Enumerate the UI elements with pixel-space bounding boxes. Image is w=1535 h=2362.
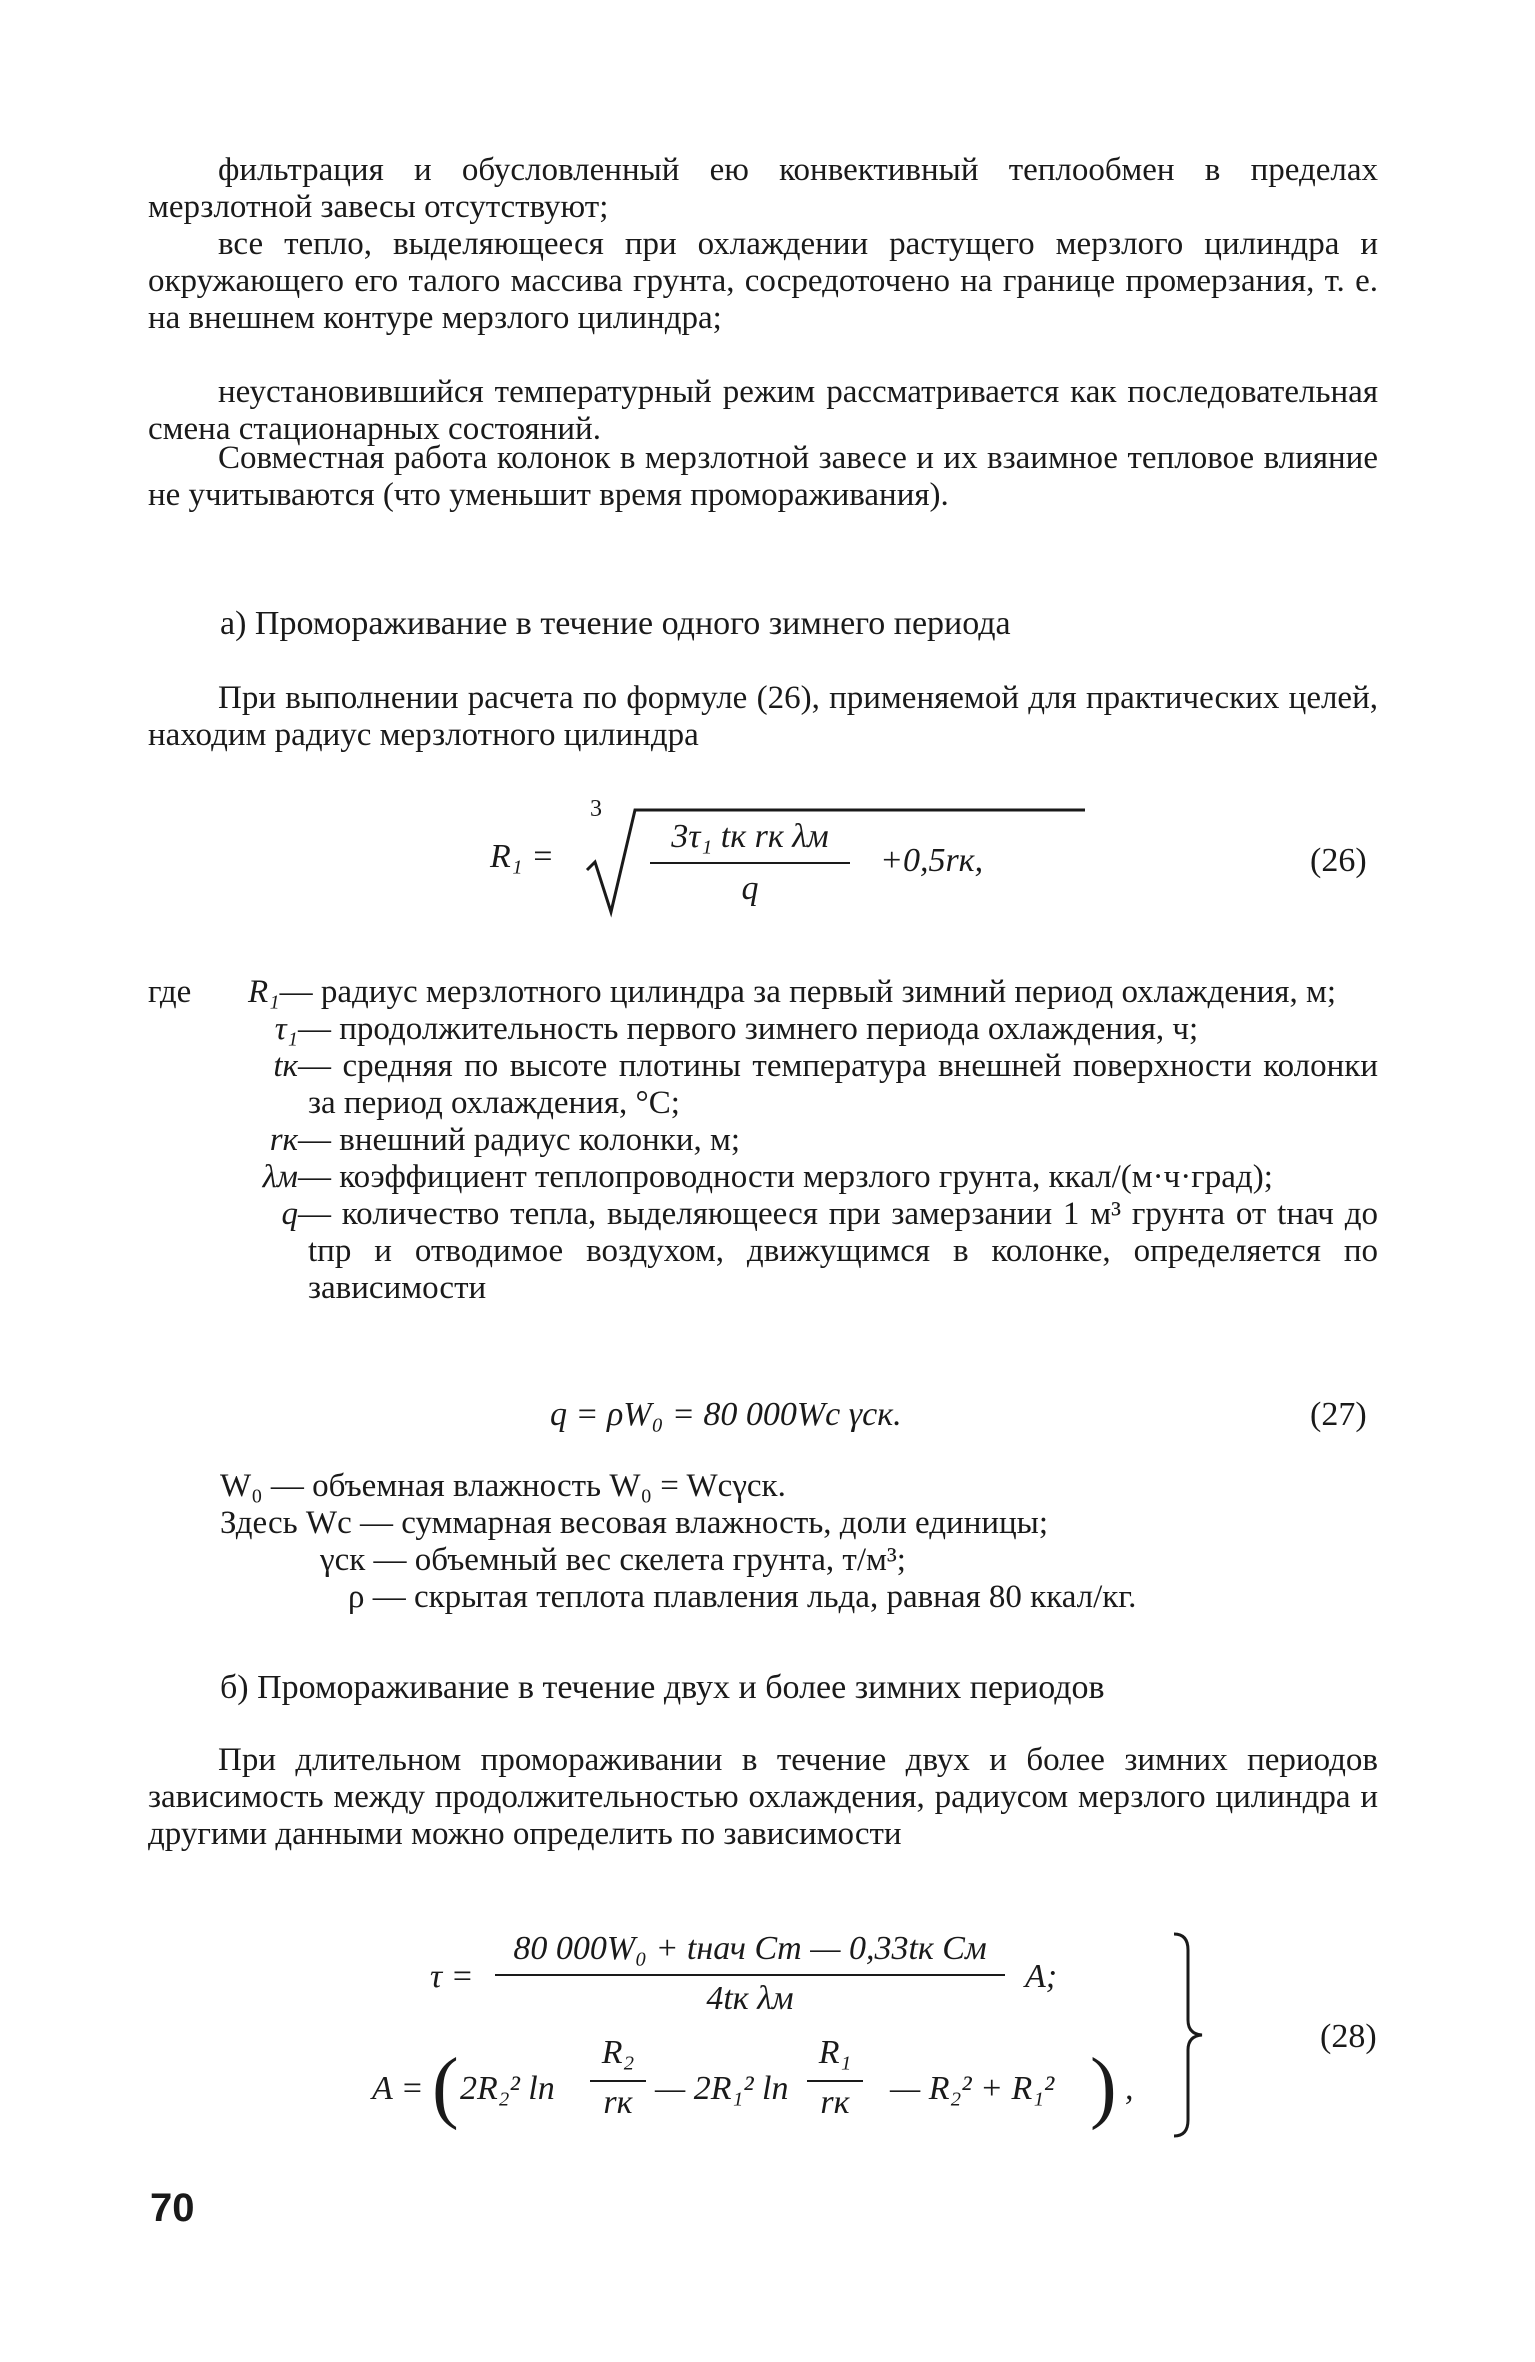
eq28-line2-end: , [1125,2070,1134,2107]
eq28-a-lhs: A = [372,2070,424,2107]
eq28-line1-fraction-bar [495,1974,1005,1976]
eq28-line1-numerator: 80 000W₀ + tнач Cт — 0,33tк Cм [513,1930,987,1967]
def-q [148,1196,1378,1307]
eq28-line1-denominator: 4tк λм [706,1980,794,2017]
root-index: 3 [590,796,602,822]
section-heading-b: б) Промораживание в течение двух и более зимних периодов [220,1669,1105,1706]
definitions-27 [148,1468,1378,1616]
def-symbol: λм [262,1159,298,1195]
def-rho: ρ — скрытая теплота плавления льда, равная 80 ккал/кг. [348,1579,1137,1615]
def-text: — количество тепла, выделяющееся при замерзании 1 м³ грунта от tнач до tпр и отводимое воздухом, движущимся в колонке, определяется по зависимости [298,1196,1378,1306]
equation-27 [550,1396,1390,1446]
paragraph-regime: неустановившийся температурный режим рассматривается как последовательная смена стационарных состояний. [148,374,1378,447]
eq28-frac1-bar [590,2080,646,2082]
def-text: — продолжительность первого зимнего периода охлаждения, ч; [298,1011,1199,1047]
def-symbol: tк [273,1048,298,1084]
eq28-line2-term2: — 2R₁² ln [655,2070,789,2107]
def-lead: где [148,974,192,1010]
paragraph-calculation: При выполнении расчета по формуле (26), применяемой для практических целей, находим радиус мерзлотного цилиндра [148,680,1378,753]
eq26-number: (26) [1310,842,1367,879]
eq27-expression: q = ρW₀ = 80 000Wс γск. [550,1396,902,1433]
eq28-frac2-denominator: rк [820,2084,850,2121]
eq28-frac1-numerator: R₂ [601,2034,635,2071]
eq26-tail: +0,5rк, [880,842,984,879]
def-symbol: τ₁ [274,1011,298,1047]
equation-26 [490,796,1390,920]
eq27-number: (27) [1310,1396,1367,1433]
equation-28 [360,1930,1390,2140]
eq28-line2-term3: — R₂² + R₁² [890,2070,1055,2107]
def-wc: Здесь Wс — суммарная весовая влажность, доли единицы; [220,1505,1049,1541]
section-heading-a: а) Промораживание в течение одного зимнего периода [220,605,1011,642]
eq28-frac1-denominator: rк [603,2084,633,2121]
eq26-fraction-bar [650,862,850,864]
def-w0: W₀ — объемная влажность W₀ = Wсγск. [220,1468,786,1504]
def-tau1 [148,1011,1378,1048]
def-gamma: γск — объемный вес скелета грунта, т/м³; [320,1542,906,1578]
eq26-denominator: q [741,870,759,907]
definitions-26 [148,974,1378,1307]
def-symbol: R₁ [247,974,280,1010]
paragraph-heat: все тепло, выделяющееся при охлаждении растущего мерзлого цилиндра и окружающего его талого массива грунта, сосредоточено на границе промерзания, т. е. на внешнем контуре мерзлого цилиндра; [148,226,1378,336]
def-r1 [148,974,1378,1011]
def-text: — средняя по высоте плотины температура внешней поверхности колонки за период охлаждения, °С; [298,1048,1378,1121]
paragraph-filtration: фильтрация и обусловленный ею конвективный теплообмен в пределах мерзлотной завесы отсутствуют; [148,152,1378,225]
def-symbol: rк [269,1122,298,1158]
def-lambda [148,1159,1378,1196]
eq28-number: (28) [1320,2018,1377,2055]
def-text: — коэффициент теплопроводности мерзлого грунта, ккал/(м·ч·град); [298,1159,1273,1195]
left-paren: ( [432,2043,459,2131]
eq26-numerator: 3τ₁ tк rк λм [671,818,829,855]
eq28-line2-term1: 2R₂² ln [460,2070,555,2107]
right-paren: ) [1090,2043,1117,2131]
right-brace [1170,1930,1210,2140]
eq28-frac2-numerator: R₁ [818,2034,852,2071]
eq28-tau-lhs: τ = [430,1958,474,1995]
paragraph-long-freezing: При длительном промораживании в течение двух и более зимних периодов зависимость между продолжительностью охлаждения, радиусом мерзлого цилиндра и другими данными можно определить по зависимости [148,1742,1378,1852]
eq26-lhs: R₁ = [490,838,555,875]
eq28-frac2-bar [807,2080,863,2082]
page-number: 70 [150,2186,195,2230]
def-tk [148,1048,1378,1122]
def-symbol: q [281,1196,298,1232]
def-text: — радиус мерзлотного цилиндра за первый зимний период охлаждения, м; [279,974,1337,1010]
paragraph-columns: Совместная работа колонок в мерзлотной завесе и их взаимное тепловое влияние не учитываются (что уменьшит время промораживания). [148,440,1378,513]
def-text: — внешний радиус колонки, м; [298,1122,741,1158]
eq28-line1-tail: A; [1025,1958,1058,1995]
def-rk [148,1122,1378,1159]
